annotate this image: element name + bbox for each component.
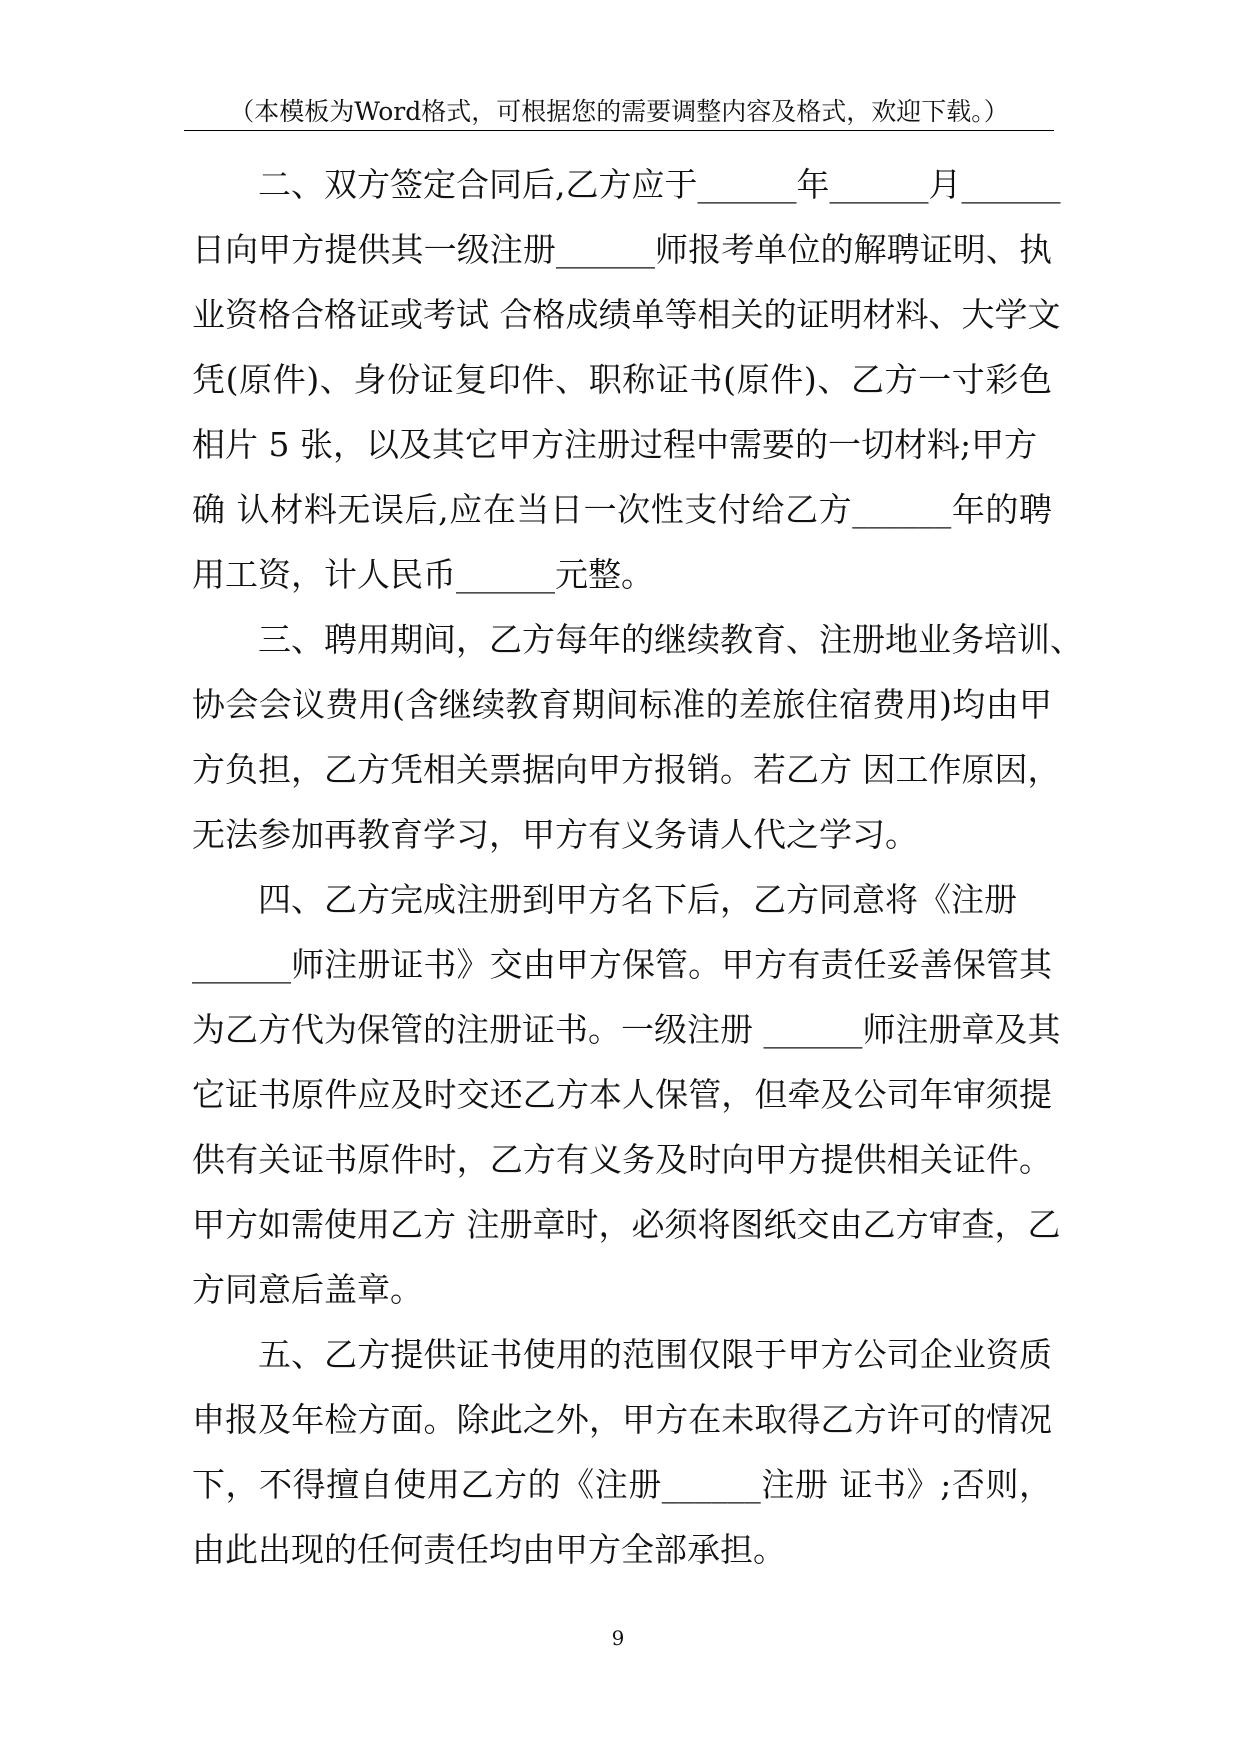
page-number: 9 bbox=[611, 1626, 625, 1650]
text-line: 二、双方签定合同后,乙方应于______年______月______ bbox=[258, 165, 1061, 204]
text-line: 由此出现的任何责任均由甲方全部承担。 bbox=[192, 1530, 786, 1569]
clause-four-paragraph bbox=[192, 867, 1061, 1322]
text-line: 日向甲方提供其一级注册______师报考单位的解聘证明、执 bbox=[192, 230, 1052, 269]
text-line: 申报及年检方面。除此之外，甲方在未取得乙方许可的情况 bbox=[192, 1400, 1052, 1439]
text-line: 方负担，乙方凭相关票据向甲方报销。若乙方 因工作原因， bbox=[192, 750, 1061, 789]
header-rule bbox=[184, 130, 1054, 131]
text-line: 甲方如需使用乙方 注册章时，必须将图纸交由乙方审查，乙 bbox=[192, 1205, 1061, 1244]
text-line: 供有关证书原件时，乙方有义务及时向甲方提供相关证件。 bbox=[192, 1140, 1052, 1179]
text-line: 相片 5 张，以及其它甲方注册过程中需要的一切材料;甲方 bbox=[192, 425, 1038, 464]
clause-two-paragraph bbox=[192, 152, 1061, 607]
text-line: 协会会议费用(含继续教育期间标准的差旅住宿费用)均由甲 bbox=[192, 685, 1052, 724]
text-line: 业资格合格证或考试 合格成绩单等相关的证明材料、大学文 bbox=[192, 295, 1061, 334]
text-line: 确 认材料无误后,应在当日一次性支付给乙方______年的聘 bbox=[192, 490, 1052, 529]
text-line: 三、聘用期间，乙方每年的继续教育、注册地业务培训、 bbox=[258, 620, 1083, 659]
text-line: 方同意后盖章。 bbox=[192, 1270, 423, 1309]
text-line: 它证书原件应及时交还乙方本人保管，但牵及公司年审须提 bbox=[192, 1075, 1052, 1114]
text-line: ______师注册证书》交由甲方保管。甲方有责任妥善保管其 bbox=[192, 945, 1052, 984]
text-line: 无法参加再教育学习，甲方有义务请人代之学习。 bbox=[192, 815, 918, 854]
text-line: 为乙方代为保管的注册证书。一级注册 ______师注册章及其 bbox=[192, 1010, 1061, 1049]
text-line: 凭(原件)、身份证复印件、职称证书(原件)、乙方一寸彩色 bbox=[192, 360, 1052, 399]
text-line: 四、乙方完成注册到甲方名下后，乙方同意将《注册 bbox=[258, 880, 1017, 919]
text-line: 五、乙方提供证书使用的范围仅限于甲方公司企业资质 bbox=[258, 1335, 1052, 1374]
template-note-header: （本模板为Word格式，可根据您的需要调整内容及格式，欢迎下载。） bbox=[229, 97, 1009, 126]
clause-five-paragraph bbox=[192, 1322, 1052, 1582]
document-body bbox=[192, 152, 1083, 1582]
text-line: 用工资，计人民币______元整。 bbox=[192, 555, 654, 594]
clause-three-paragraph bbox=[192, 607, 1083, 867]
text-line: 下，不得擅自使用乙方的《注册______注册 证书》;否则， bbox=[192, 1465, 1052, 1504]
